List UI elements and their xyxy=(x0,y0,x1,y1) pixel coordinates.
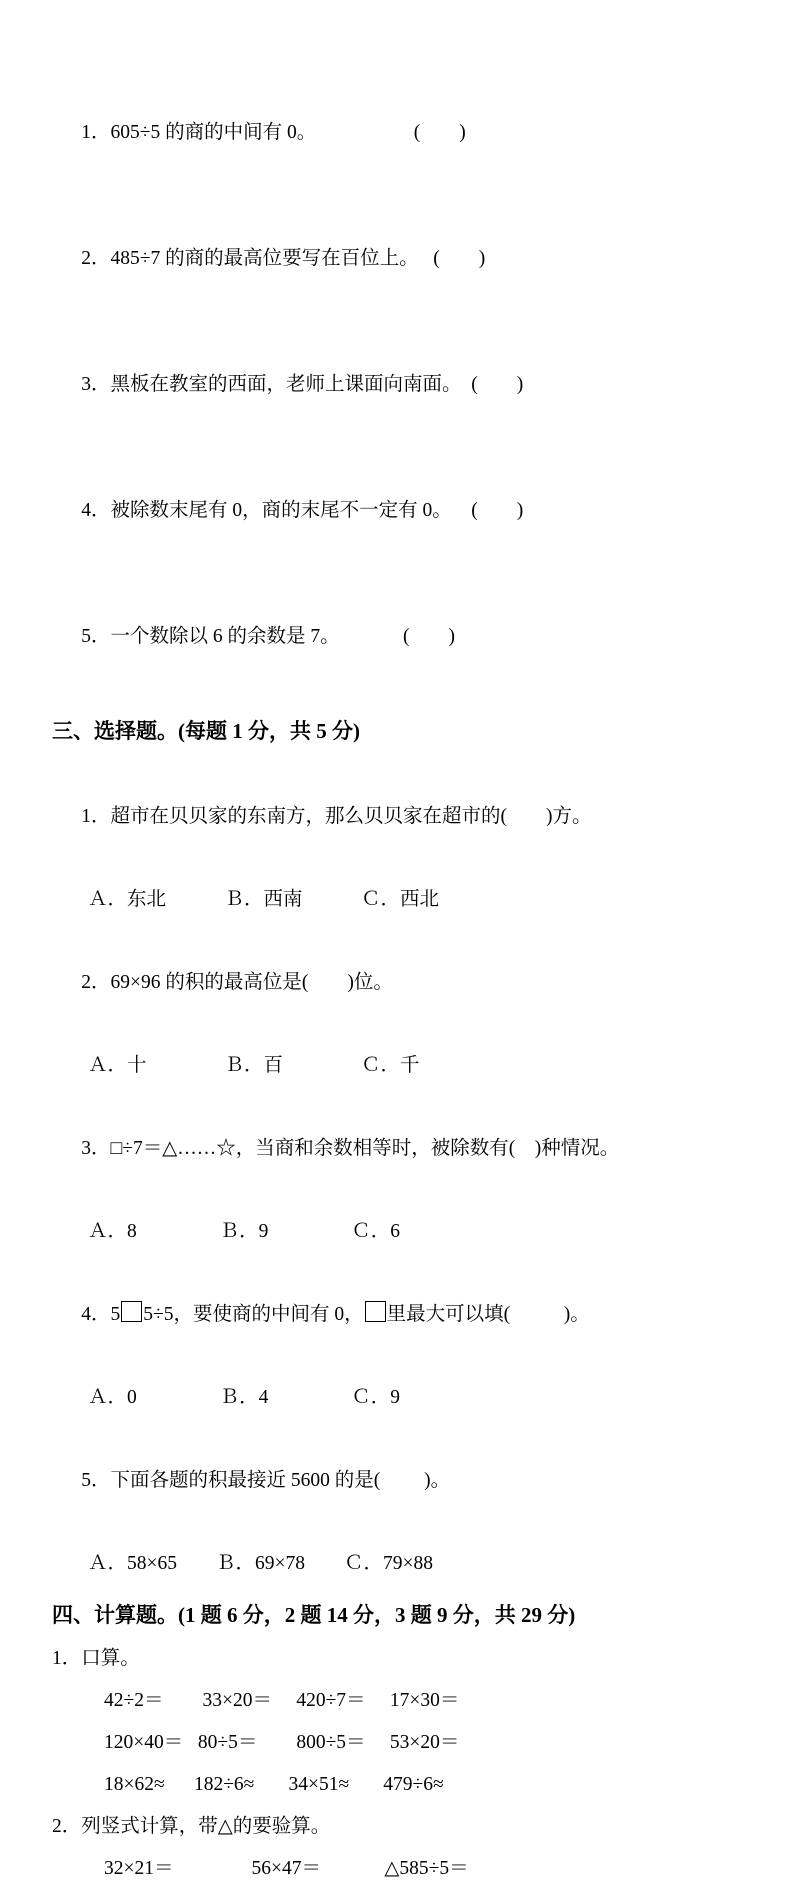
item-gap xyxy=(316,122,414,143)
section-heading-calculation: 四、计算题。(1 题 6 分，2 题 14 分，3 题 9 分，共 29 分) xyxy=(52,1603,576,1627)
item-text: 黑板在教室的西面，老师上课面向南面。 xyxy=(110,374,462,395)
calc-item-1-label: 1．口算。 xyxy=(52,1648,140,1669)
choice-question xyxy=(52,1418,741,1584)
question-stem: 超市在贝贝家的东南方，那么贝贝家在超市的( )方。 xyxy=(110,806,592,827)
blank-square-icon[interactable] xyxy=(121,1301,142,1322)
item-number: 4． xyxy=(81,1304,111,1325)
vertical-calc-row[interactable]: 32×21＝ 56×47＝ △585÷5＝ xyxy=(104,1858,469,1879)
answer-parentheses[interactable]: ( ) xyxy=(403,626,456,647)
blank-square-icon[interactable] xyxy=(365,1301,386,1322)
item-gap xyxy=(452,500,472,521)
item-gap xyxy=(419,248,434,269)
choice-options[interactable]: Ａ．十 Ｂ．百 Ｃ．千 xyxy=(88,1055,420,1076)
item-text: 605÷5 的商的中间有 0。 xyxy=(110,122,317,143)
item-number: 4． xyxy=(81,500,111,521)
answer-parentheses[interactable]: ( ) xyxy=(471,374,524,395)
truefalse-item xyxy=(52,574,741,700)
choice-options[interactable]: Ａ．8 Ｂ．9 Ｃ．6 xyxy=(88,1221,401,1242)
item-text: 被除数末尾有 0，商的末尾不一定有 0。 xyxy=(110,500,452,521)
choice-options[interactable]: Ａ．0 Ｂ．4 Ｃ．9 xyxy=(88,1387,401,1408)
truefalse-item xyxy=(52,448,741,574)
item-number: 3． xyxy=(81,374,111,395)
question-stem-post: 里最大可以填( )。 xyxy=(386,1304,590,1325)
item-number: 2． xyxy=(81,248,111,269)
oral-calc-row[interactable]: 120×40＝ 80÷5＝ 800÷5＝ 53×20＝ xyxy=(104,1732,460,1753)
item-number: 1． xyxy=(81,122,111,143)
truefalse-item xyxy=(52,322,741,448)
item-text: 485÷7 的商的最高位要写在百位上。 xyxy=(110,248,419,269)
question-stem: 69×96 的积的最高位是( )位。 xyxy=(110,972,393,993)
choice-question xyxy=(52,920,741,1086)
item-number: 1． xyxy=(81,806,111,827)
choice-question xyxy=(52,1086,741,1252)
item-text: 一个数除以 6 的余数是 7。 xyxy=(110,626,340,647)
oral-calc-row[interactable]: 18×62≈ 182÷6≈ 34×51≈ 479÷6≈ xyxy=(104,1774,444,1795)
item-number: 3． xyxy=(81,1138,111,1159)
answer-parentheses[interactable]: ( ) xyxy=(433,248,486,269)
answer-parentheses[interactable]: ( ) xyxy=(413,122,466,143)
section-heading-choice: 三、选择题。(每题 1 分，共 5 分) xyxy=(52,719,360,743)
question-stem-pre: 5 xyxy=(110,1304,121,1325)
oral-calc-row[interactable]: 42÷2＝ 33×20＝ 420÷7＝ 17×30＝ xyxy=(104,1690,460,1711)
item-number: 5． xyxy=(81,1470,111,1491)
choice-question xyxy=(52,1252,741,1418)
choice-options[interactable]: Ａ．58×65 Ｂ．69×78 Ｃ．79×88 xyxy=(88,1553,433,1574)
item-gap xyxy=(462,374,472,395)
question-stem-mid: 5÷5，要使商的中间有 0， xyxy=(143,1304,364,1325)
calc-item-2-label: 2．列竖式计算，带△的要验算。 xyxy=(52,1816,331,1837)
question-stem: □÷7＝△……☆，当商和余数相等时，被除数有( )种情况。 xyxy=(110,1138,620,1159)
truefalse-item xyxy=(52,196,741,322)
item-gap xyxy=(340,626,403,647)
choice-question xyxy=(52,754,741,920)
item-number: 5． xyxy=(81,626,111,647)
truefalse-item xyxy=(52,70,741,196)
choice-options[interactable]: Ａ．东北 Ｂ．西南 Ｃ．西北 xyxy=(88,889,440,910)
answer-parentheses[interactable]: ( ) xyxy=(471,500,524,521)
item-number: 2． xyxy=(81,972,111,993)
question-stem: 下面各题的积最接近 5600 的是( )。 xyxy=(110,1470,451,1491)
truefalse-list xyxy=(52,70,741,700)
